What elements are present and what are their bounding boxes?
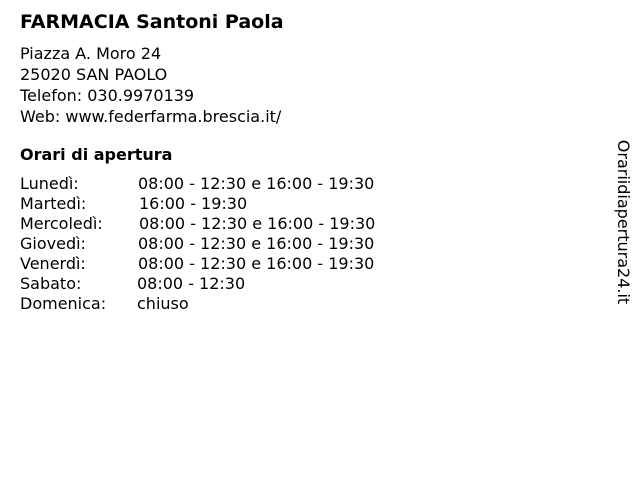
web-line: Web: www.federfarma.brescia.it/ xyxy=(20,107,282,126)
time-value: 16:00 - 19:30 xyxy=(139,194,248,213)
time-value: 08:00 - 12:30 e 16:00 - 19:30 xyxy=(138,254,375,273)
day-label: Domenica: xyxy=(20,294,107,313)
day-label: Giovedì: xyxy=(20,234,86,253)
opening-hours-heading: Orari di apertura xyxy=(20,145,173,164)
pharmacy-name: FARMACIA Santoni Paola xyxy=(20,11,284,33)
day-label: Lunedì: xyxy=(20,174,79,193)
time-value: 08:00 - 12:30 e 16:00 - 19:30 xyxy=(139,214,376,233)
time-value: 08:00 - 12:30 e 16:00 - 19:30 xyxy=(138,174,375,193)
day-label: Martedì: xyxy=(20,194,87,213)
time-value: 08:00 - 12:30 xyxy=(137,274,246,293)
time-value: 08:00 - 12:30 e 16:00 - 19:30 xyxy=(138,234,375,253)
address-line: Piazza A. Moro 24 xyxy=(20,44,162,63)
time-value: chiuso xyxy=(137,294,189,313)
site-watermark: Orariidiapertura24.it xyxy=(614,139,633,305)
phone-line: Telefon: 030.9970139 xyxy=(20,86,195,105)
day-label: Mercoledì: xyxy=(20,214,103,233)
city-line: 25020 SAN PAOLO xyxy=(20,65,168,84)
address-block xyxy=(20,43,281,127)
day-label: Venerdì: xyxy=(20,254,86,273)
day-label: Sabato: xyxy=(20,274,82,293)
